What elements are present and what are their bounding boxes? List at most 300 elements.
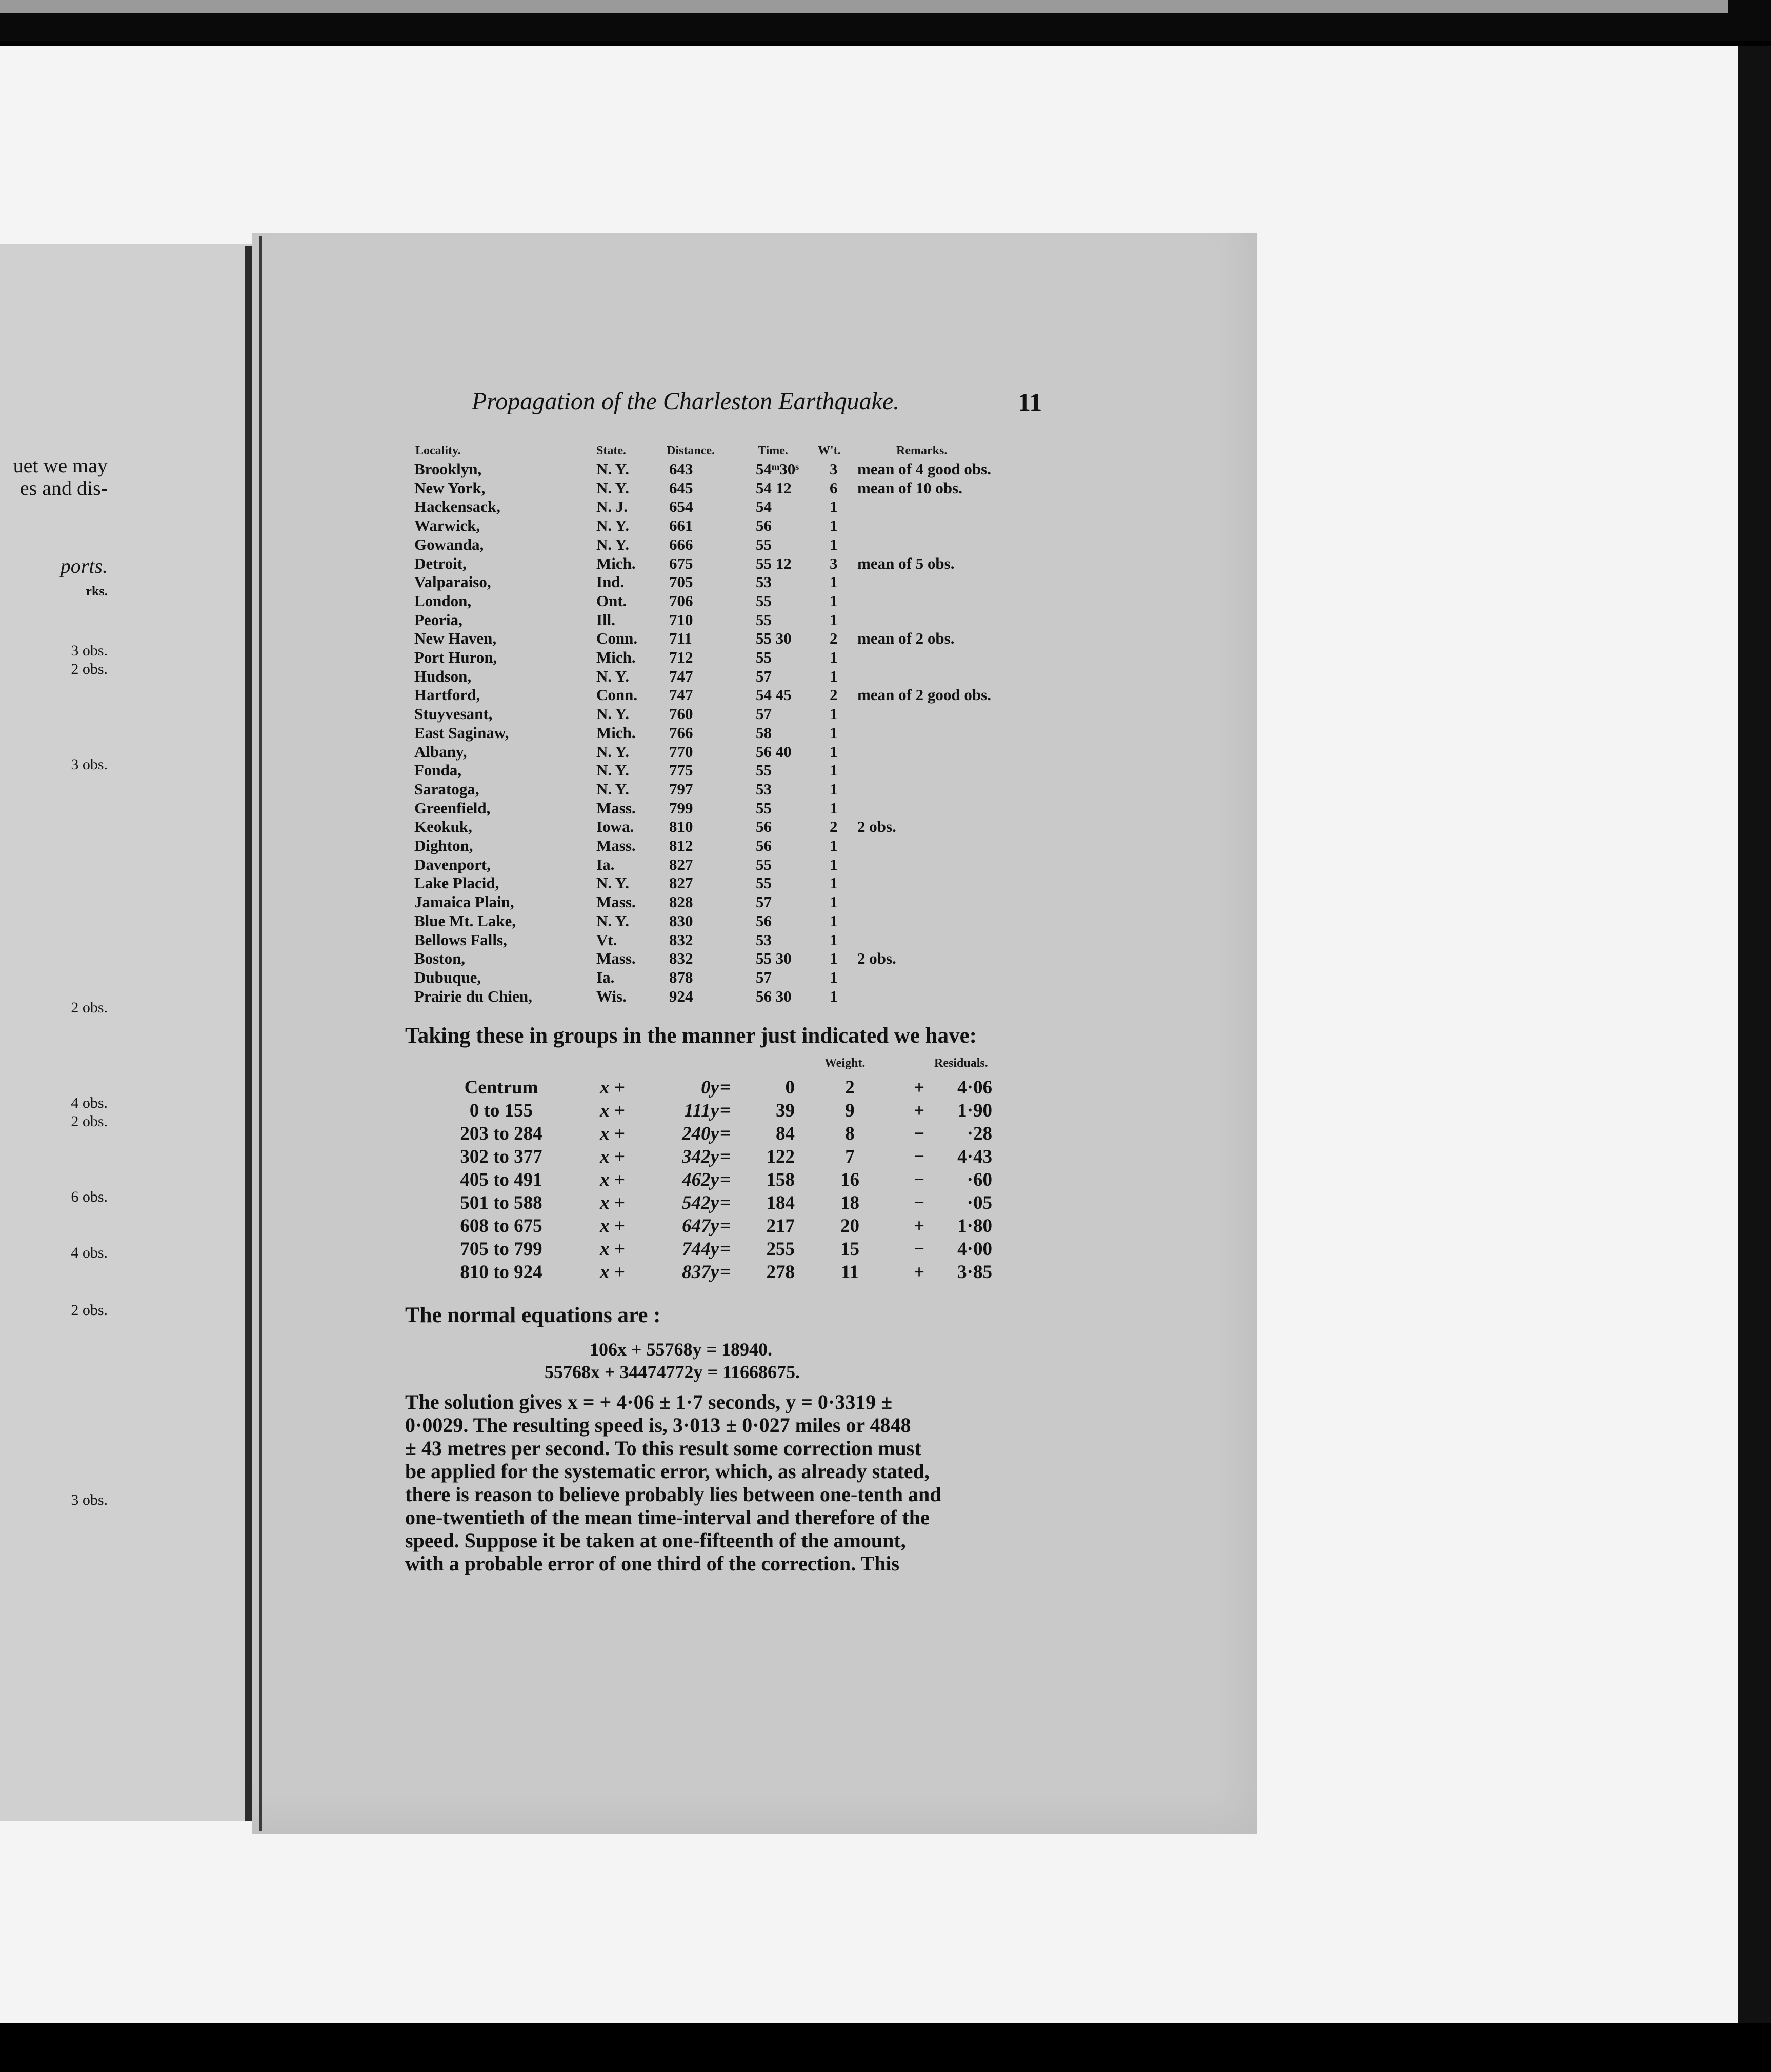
cell-distance: 775 [669,761,693,780]
cell-remarks: mean of 2 good obs. [857,686,991,704]
cell-weight: 1 [830,516,838,535]
table-row [0,535,1771,554]
group-cell-sign: + [914,1077,925,1098]
cell-time: 54 12 [756,479,792,497]
cell-weight: 3 [830,554,838,572]
group-cell-coef: 0y [701,1077,719,1098]
cell-locality: Boston, [414,949,466,968]
cell-distance: 705 [669,573,693,591]
group-cell-x: x + [600,1192,625,1213]
cell-weight: 6 [830,479,838,497]
left-fragment: 3 obs. [71,642,108,659]
cell-state: N. Y. [596,742,630,761]
table-row [0,554,1771,573]
group-cell-residual: ·28 [967,1123,992,1144]
cell-state: Iowa. [596,818,634,836]
left-fragment: 2 obs. [71,1113,108,1130]
groups-head-weight: Weight. [824,1057,866,1070]
cell-distance: 706 [669,591,693,610]
group-cell-residual: 4·00 [957,1239,992,1260]
group-cell-range: 810 to 924 [460,1262,542,1283]
cell-locality: Albany, [414,742,467,761]
group-cell-weight: 15 [840,1239,859,1260]
left-fragment: 3 obs. [71,756,108,773]
cell-distance: 878 [669,968,693,986]
group-cell-coef: 542y [682,1192,719,1213]
cell-distance: 747 [669,686,693,704]
scan-top-strip [0,0,1728,13]
group-cell-residual: 4·43 [957,1146,992,1167]
table-row [0,479,1771,497]
table-row [0,817,1771,836]
group-row [0,1191,1771,1214]
group-cell-range: Centrum [464,1077,538,1098]
group-cell-x: x + [600,1262,625,1283]
table-row [0,761,1771,780]
group-cell-eq: = [720,1262,731,1283]
left-fragment: 2 obs. [71,1302,108,1319]
table-row [0,460,1771,479]
group-cell-residual: ·60 [967,1169,992,1190]
cell-distance: 832 [669,930,693,949]
group-cell-eq: = [720,1239,731,1260]
cell-time: 56 [756,818,772,836]
cell-locality: Blue Mt. Lake, [414,911,516,930]
cell-state: Mass. [596,893,636,911]
group-cell-range: 0 to 155 [469,1100,533,1121]
cell-locality: Stuyvesant, [414,705,493,723]
table-row [0,610,1771,629]
cell-time: 56 30 [756,987,792,1005]
cell-time: 56 [756,911,772,930]
cell-state: N. Y. [596,761,630,780]
cell-distance: 810 [669,818,693,836]
col-head-state: State. [596,444,626,457]
cell-remarks: mean of 10 obs. [857,479,962,497]
table-row [0,892,1771,911]
group-cell-rhs: 122 [766,1146,795,1167]
group-cell-sign: − [914,1239,925,1260]
cell-weight: 1 [830,610,838,629]
table-row [0,911,1771,930]
table-row [0,648,1771,667]
cell-locality: Warwick, [414,516,480,535]
cell-time: 55 12 [756,554,792,572]
equation-1: 106x + 55768y = 18940. [590,1339,773,1360]
cell-state: N. Y. [596,911,630,930]
cell-distance: 827 [669,874,693,892]
cell-time: 58 [756,723,772,742]
cell-time: 55 [756,591,772,610]
cell-locality: Valparaiso, [414,573,491,591]
cell-state: Conn. [596,686,638,704]
group-cell-rhs: 0 [785,1077,795,1098]
cell-time: 54ᵐ30ˢ [756,460,799,478]
table-row [0,930,1771,949]
cell-state: Ia. [596,968,615,986]
group-cell-x: x + [600,1146,625,1167]
cell-weight: 1 [830,723,838,742]
cell-locality: Keokuk, [414,818,472,836]
table-row [0,968,1771,987]
cell-time: 53 [756,573,772,591]
table-row [0,685,1771,704]
cell-locality: Hudson, [414,667,472,685]
cell-weight: 1 [830,911,838,930]
left-fragment: 4 obs. [71,1094,108,1111]
paragraph-line: speed. Suppose it be taken at one-fifteenth of the amount, [405,1529,906,1552]
group-cell-x: x + [600,1077,625,1098]
cell-locality: Brooklyn, [414,460,482,478]
cell-distance: 830 [669,911,693,930]
table-row [0,516,1771,535]
cell-remarks: mean of 2 obs. [857,629,955,648]
group-cell-range: 203 to 284 [460,1123,542,1144]
group-cell-rhs: 278 [766,1262,795,1283]
cell-state: Wis. [596,987,627,1005]
group-cell-sign: − [914,1192,925,1213]
left-fragment: 2 obs. [71,999,108,1016]
left-fragment: 2 obs. [71,661,108,678]
group-cell-x: x + [600,1123,625,1144]
cell-weight: 1 [830,874,838,892]
left-fragment: 3 obs. [71,1491,108,1508]
cell-time: 55 30 [756,949,792,968]
cell-remarks: mean of 4 good obs. [857,460,991,478]
cell-locality: Fonda, [414,761,462,780]
group-cell-weight: 18 [840,1192,859,1213]
cell-state: N. Y. [596,667,630,685]
col-head-weight: W't. [818,444,841,457]
table-row [0,723,1771,742]
table-row [0,704,1771,723]
group-cell-x: x + [600,1239,625,1260]
group-cell-x: x + [600,1169,625,1190]
cell-locality: Jamaica Plain, [414,893,514,911]
cell-weight: 1 [830,968,838,986]
cell-distance: 760 [669,705,693,723]
mount-right-edge [1738,46,1771,2023]
group-cell-rhs: 217 [766,1216,795,1237]
paragraph-line: with a probable error of one third of the correction. This [405,1552,900,1575]
left-fragment: es and dis- [19,476,108,500]
cell-distance: 832 [669,949,693,968]
cell-time: 53 [756,780,772,798]
group-cell-range: 302 to 377 [460,1146,542,1167]
cell-distance: 710 [669,610,693,629]
cell-state: Conn. [596,629,638,648]
cell-weight: 2 [830,629,838,648]
group-cell-residual: 4·06 [957,1077,992,1098]
group-cell-eq: = [720,1123,731,1144]
cell-time: 54 45 [756,686,792,704]
group-cell-residual: 3·85 [957,1262,992,1283]
cell-time: 55 [756,648,772,666]
paragraph-line: there is reason to believe probably lies between one-tenth and [405,1483,941,1506]
cell-state: Mass. [596,799,636,817]
cell-state: N. Y. [596,479,630,497]
group-cell-rhs: 184 [766,1192,795,1213]
group-cell-weight: 20 [840,1216,859,1237]
group-row [0,1099,1771,1122]
group-cell-coef: 240y [682,1123,719,1144]
group-cell-rhs: 255 [766,1239,795,1260]
group-cell-residual: 1·90 [957,1100,992,1121]
cell-distance: 661 [669,516,693,535]
table-row [0,873,1771,892]
col-head-time: Time. [758,444,788,457]
cell-state: Mich. [596,723,636,742]
cell-locality: Davenport, [414,855,491,873]
cell-distance: 675 [669,554,693,572]
group-row [0,1168,1771,1191]
cell-distance: 711 [669,629,692,648]
cell-weight: 1 [830,648,838,666]
group-cell-weight: 7 [845,1146,855,1167]
group-row [0,1238,1771,1261]
cell-locality: Dubuque, [414,968,481,986]
table-row [0,780,1771,799]
group-cell-weight: 16 [840,1169,859,1190]
table-row [0,497,1771,516]
group-cell-eq: = [720,1100,731,1121]
groups-intro: Taking these in groups in the manner just indicated we have: [405,1024,977,1048]
cell-distance: 827 [669,855,693,873]
cell-locality: Bellows Falls, [414,930,507,949]
cell-distance: 643 [669,460,693,478]
table-row [0,855,1771,874]
group-cell-sign: − [914,1169,925,1190]
group-cell-weight: 11 [841,1262,859,1283]
cell-weight: 1 [830,705,838,723]
cell-locality: Gowanda, [414,535,484,553]
cell-state: Mich. [596,648,636,666]
cell-weight: 1 [830,591,838,610]
cell-locality: East Saginaw, [414,723,509,742]
left-fragment: 4 obs. [71,1244,108,1261]
cell-time: 57 [756,968,772,986]
cell-remarks: mean of 5 obs. [857,554,955,572]
table-row [0,949,1771,968]
cell-locality: Hartford, [414,686,480,704]
table-row [0,629,1771,648]
cell-distance: 770 [669,742,693,761]
cell-state: N. Y. [596,535,630,553]
table-row [0,836,1771,855]
cell-time: 56 40 [756,742,792,761]
cell-time: 57 [756,893,772,911]
group-cell-coef: 111y [684,1100,719,1121]
cell-state: N. Y. [596,460,630,478]
page-number: 11 [1018,388,1042,416]
group-cell-eq: = [720,1216,731,1237]
cell-state: N. Y. [596,780,630,798]
cell-locality: Peoria, [414,610,462,629]
cell-time: 55 [756,535,772,553]
group-cell-weight: 2 [845,1077,855,1098]
table-row [0,742,1771,761]
group-cell-weight: 8 [845,1123,855,1144]
cell-weight: 1 [830,855,838,873]
cell-time: 56 [756,516,772,535]
groups-head-residuals: Residuals. [934,1057,988,1070]
table-row [0,667,1771,686]
cell-state: Mich. [596,554,636,572]
cell-locality: London, [414,591,472,610]
group-cell-x: x + [600,1100,625,1121]
cell-locality: Saratoga, [414,780,479,798]
cell-remarks: 2 obs. [857,818,896,836]
table-row [0,987,1771,1006]
group-row [0,1261,1771,1284]
group-cell-coef: 744y [682,1239,719,1260]
cell-state: N. Y. [596,874,630,892]
cell-time: 55 [756,610,772,629]
col-head-locality: Locality. [415,444,461,457]
cell-weight: 1 [830,742,838,761]
cell-locality: Detroit, [414,554,467,572]
cell-state: N. Y. [596,705,630,723]
table-row [0,799,1771,818]
cell-weight: 1 [830,930,838,949]
group-cell-rhs: 158 [766,1169,795,1190]
group-row [0,1122,1771,1145]
left-fragment: uet we may [13,454,108,477]
cell-weight: 2 [830,818,838,836]
cell-weight: 1 [830,780,838,798]
cell-state: Ont. [596,591,627,610]
cell-locality: New Haven, [414,629,497,648]
group-cell-coef: 342y [682,1146,719,1167]
group-cell-range: 705 to 799 [460,1239,542,1260]
cell-state: Ia. [596,855,615,873]
cell-distance: 797 [669,780,693,798]
cell-weight: 1 [830,893,838,911]
cell-state: Mass. [596,836,636,854]
group-cell-range: 501 to 588 [460,1192,542,1213]
cell-locality: Dighton, [414,836,473,854]
cell-locality: Prairie du Chien, [414,987,532,1005]
cell-remarks: 2 obs. [857,949,896,968]
cell-time: 55 [756,799,772,817]
cell-time: 55 [756,874,772,892]
group-row [0,1145,1771,1168]
cell-locality: Greenfield, [414,799,491,817]
page-title: Propagation of the Charleston Earthquake. [472,388,900,415]
cell-weight: 1 [830,836,838,854]
group-cell-eq: = [720,1169,731,1190]
cell-locality: Hackensack, [414,497,500,516]
normal-intro: The normal equations are : [405,1303,661,1327]
cell-time: 55 [756,761,772,780]
cell-distance: 712 [669,648,693,666]
cell-distance: 812 [669,836,693,854]
scan-top-border [0,0,1771,41]
cell-time: 55 30 [756,629,792,648]
table-row [0,572,1771,591]
cell-distance: 828 [669,893,693,911]
cell-state: N. Y. [596,516,630,535]
paragraph-line: be applied for the systematic error, which, as already stated, [405,1460,930,1483]
paragraph-line: ± 43 metres per second. To this result some correction must [405,1437,921,1460]
group-cell-rhs: 84 [776,1123,795,1144]
cell-weight: 1 [830,761,838,780]
table-row [0,591,1771,610]
col-head-distance: Distance. [667,444,715,457]
cell-weight: 1 [830,535,838,553]
cell-state: Vt. [596,930,617,949]
cell-time: 53 [756,930,772,949]
group-cell-sign: + [914,1100,925,1121]
cell-locality: Lake Placid, [414,874,499,892]
left-fragment: ports. [60,554,108,577]
group-cell-eq: = [720,1077,731,1098]
cell-distance: 766 [669,723,693,742]
cell-distance: 645 [669,479,693,497]
group-cell-x: x + [600,1216,625,1237]
cell-state: Ill. [596,610,616,629]
cell-time: 55 [756,855,772,873]
group-cell-sign: − [914,1123,925,1144]
cell-time: 56 [756,836,772,854]
cell-time: 54 [756,497,772,516]
cell-weight: 1 [830,497,838,516]
equation-2: 55768x + 34474772y = 11668675. [545,1362,800,1382]
cell-distance: 747 [669,667,693,685]
group-cell-residual: ·05 [967,1192,992,1213]
paragraph-line: one-twentieth of the mean time-interval and therefore of the [405,1506,930,1529]
group-cell-sign: − [914,1146,925,1167]
cell-weight: 1 [830,799,838,817]
group-cell-eq: = [720,1146,731,1167]
cell-weight: 3 [830,460,838,478]
group-cell-weight: 9 [845,1100,855,1121]
cell-state: Ind. [596,573,625,591]
group-cell-rhs: 39 [776,1100,795,1121]
left-fragment: 6 obs. [71,1188,108,1205]
group-cell-coef: 837y [682,1262,719,1283]
cell-state: Mass. [596,949,636,968]
cell-distance: 654 [669,497,693,516]
cell-weight: 1 [830,573,838,591]
cell-distance: 799 [669,799,693,817]
cell-weight: 2 [830,686,838,704]
cell-time: 57 [756,705,772,723]
group-cell-eq: = [720,1192,731,1213]
paragraph-line: The solution gives x = + 4·06 ± 1·7 seconds, y = 0·3319 ± [405,1390,893,1413]
group-row [0,1076,1771,1099]
cell-distance: 666 [669,535,693,553]
cell-locality: Port Huron, [414,648,497,666]
col-head-remarks: Remarks. [896,444,948,457]
group-cell-coef: 462y [682,1169,719,1190]
group-cell-range: 608 to 675 [460,1216,542,1237]
group-row [0,1214,1771,1238]
cell-distance: 924 [669,987,693,1005]
group-cell-coef: 647y [682,1216,719,1237]
cell-weight: 1 [830,667,838,685]
group-cell-residual: 1·80 [957,1216,992,1237]
left-fragment: rks. [86,584,108,599]
cell-state: N. J. [596,497,628,516]
cell-locality: New York, [414,479,486,497]
cell-weight: 1 [830,949,838,968]
group-cell-sign: + [914,1216,925,1237]
group-cell-range: 405 to 491 [460,1169,542,1190]
cell-time: 57 [756,667,772,685]
cell-weight: 1 [830,987,838,1005]
paragraph-line: 0·0029. The resulting speed is, 3·013 ± 0·027 miles or 4848 [405,1413,911,1437]
